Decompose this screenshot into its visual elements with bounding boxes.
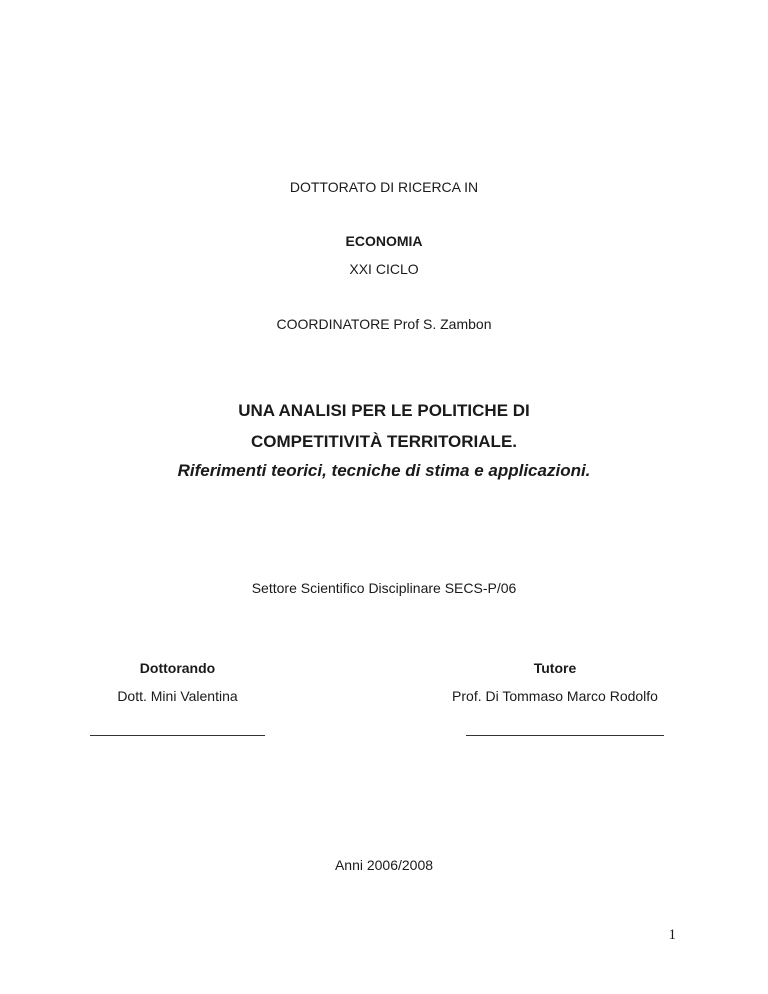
page-number: 1 — [668, 927, 676, 943]
tutor-name: Prof. Di Tommaso Marco Rodolfo — [452, 688, 658, 704]
thesis-title-line1: UNA ANALISI PER LE POLITICHE DI — [238, 401, 530, 420]
thesis-title-line2: COMPETITIVITÀ TERRITORIALE. — [250, 432, 518, 451]
student-name: Dott. Mini Valentina — [117, 688, 238, 704]
thesis-subtitle: Riferimenti teorici, tecniche di stima e applicazioni. — [177, 461, 591, 480]
program-heading: DOTTORATO DI RICERCA IN — [289, 179, 479, 195]
academic-years: Anni 2006/2008 — [334, 857, 434, 873]
student-signature-line — [90, 735, 265, 736]
student-role: Dottorando — [139, 660, 216, 676]
field-heading: ECONOMIA — [345, 233, 423, 249]
scientific-sector: Settore Scientifico Disciplinare SECS-P/06 — [251, 580, 517, 596]
cycle-heading: XXI CICLO — [349, 261, 419, 277]
tutor-signature-line — [466, 735, 664, 736]
coordinator-line: COORDINATORE Prof S. Zambon — [276, 316, 492, 332]
tutor-role: Tutore — [533, 660, 577, 676]
